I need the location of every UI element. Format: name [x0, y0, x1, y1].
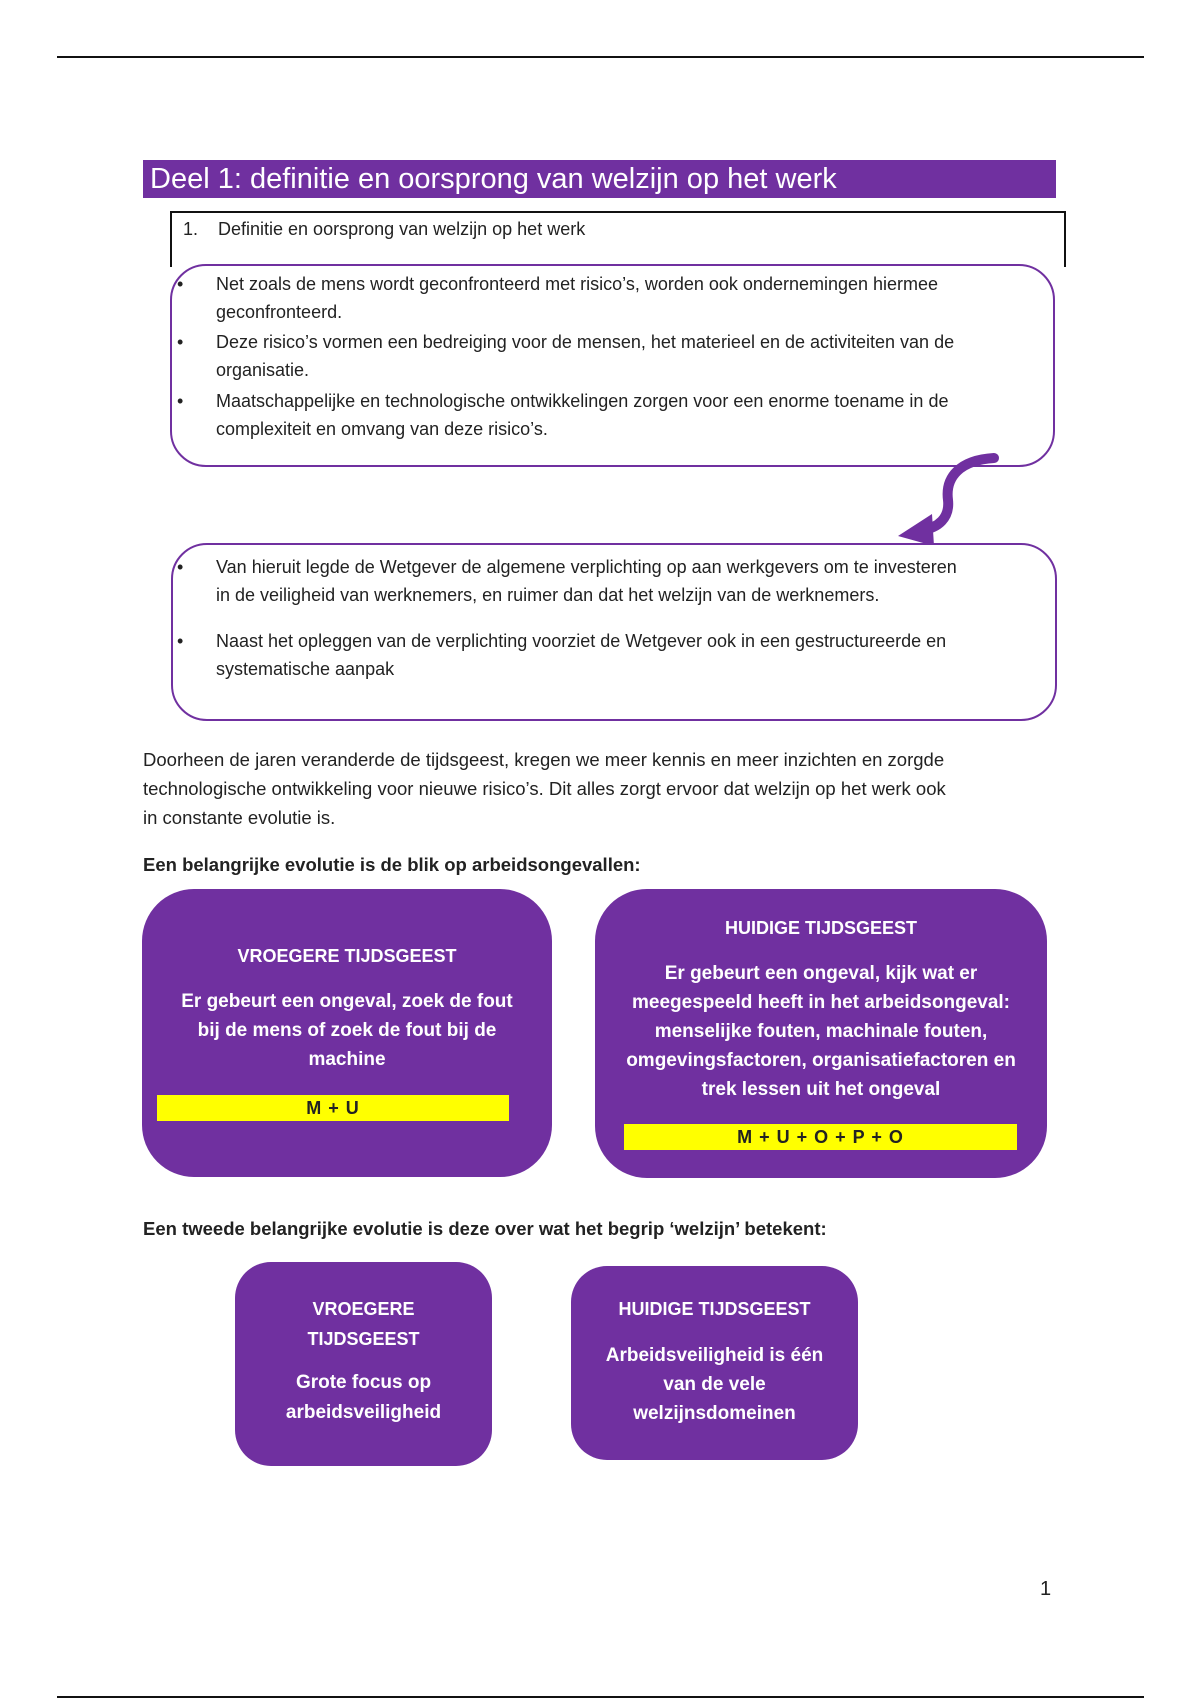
- card-current-welfare-view: [571, 1266, 858, 1460]
- card-title: VROEGERE TIJDSGEEST: [237, 946, 457, 966]
- card-previous-accident-view: [142, 889, 552, 1177]
- list-item: • Van hieruit legde de Wetgever de algemene verplichting op aan werkgevers om te investeren in de veiligheid van werknemers, en ruimer dan dat het welzijn van de werknemers.: [216, 553, 1066, 609]
- subsection-title: Definitie en oorsprong van welzijn op het werk: [218, 219, 586, 239]
- formula-bar: M + U: [157, 1095, 509, 1121]
- bullet-icon: •: [177, 557, 184, 577]
- list-item: • Deze risico’s vormen een bedreiging voor de mensen, het materieel en de activiteiten van de organisatie.: [216, 328, 1056, 384]
- bullet-icon: •: [177, 391, 184, 411]
- evolution2-heading: Een tweede belangrijke evolutie is deze over wat het begrip ‘welzijn’ betekent:: [143, 1218, 827, 1239]
- section-heading: Deel 1: definitie en oorsprong van welzijn op het werk: [143, 160, 1056, 198]
- bullet-icon: •: [177, 274, 184, 294]
- subsection-box: [170, 211, 1066, 267]
- card-body: Arbeidsveiligheid is één van de vele welzijnsdomeinen: [605, 1345, 824, 1424]
- list-item: • Maatschappelijke en technologische ontwikkelingen zorgen voor een enorme toename in de complexiteit en omvang van deze risico’s.: [216, 387, 1056, 443]
- card-body: Er gebeurt een ongeval, zoek de fout bij de mens of zoek de fout bij de machine: [181, 991, 513, 1070]
- evolution-paragraph: Doorheen de jaren veranderde de tijdsgeest, kregen we meer kennis en meer inzichten en zorgde technologische ontwikkeling voor nieuwe risico’s. Dit alles zorgt ervoor dat welzijn op het werk ook in constante evolutie is.: [143, 749, 946, 828]
- card-body: Er gebeurt een ongeval, kijk wat er meegespeeld heeft in het arbeidsongeval: menselijke fouten, machinale fouten, omgevingsfactoren, organisatiefactoren en trek lessen uit het ongeval: [626, 963, 1016, 1100]
- card-title: HUIDIGE TIJDSGEEST: [724, 918, 918, 938]
- subsection-number: 1.: [183, 219, 199, 239]
- list-item: • Net zoals de mens wordt geconfronteerd met risico’s, worden ook ondernemingen hiermee geconfronteerd.: [216, 270, 1056, 326]
- card-title: VROEGERE TIJDSGEEST: [307, 1299, 420, 1349]
- card-title: HUIDIGE TIJDSGEEST: [618, 1299, 811, 1319]
- bullet-icon: •: [177, 631, 184, 651]
- list-item: • Naast het opleggen van de verplichting voorziet de Wetgever ook in een gestructureerde en systematische aanpak: [216, 627, 1056, 683]
- footer-rule: [57, 1696, 1144, 1698]
- card-previous-welfare-view: [235, 1262, 492, 1466]
- evolution1-heading: Een belangrijke evolutie is de blik op arbeidsongevallen:: [143, 854, 641, 875]
- bullet-icon: •: [177, 332, 184, 352]
- page-number: 1: [1040, 1578, 1052, 1600]
- formula-bar: M + U + O + P + O: [624, 1124, 1017, 1150]
- card-current-accident-view: [595, 889, 1047, 1178]
- card-body: Grote focus op arbeidsveiligheid: [285, 1372, 442, 1423]
- header-rule: [57, 56, 1144, 58]
- curved-arrow-icon: [890, 452, 1000, 552]
